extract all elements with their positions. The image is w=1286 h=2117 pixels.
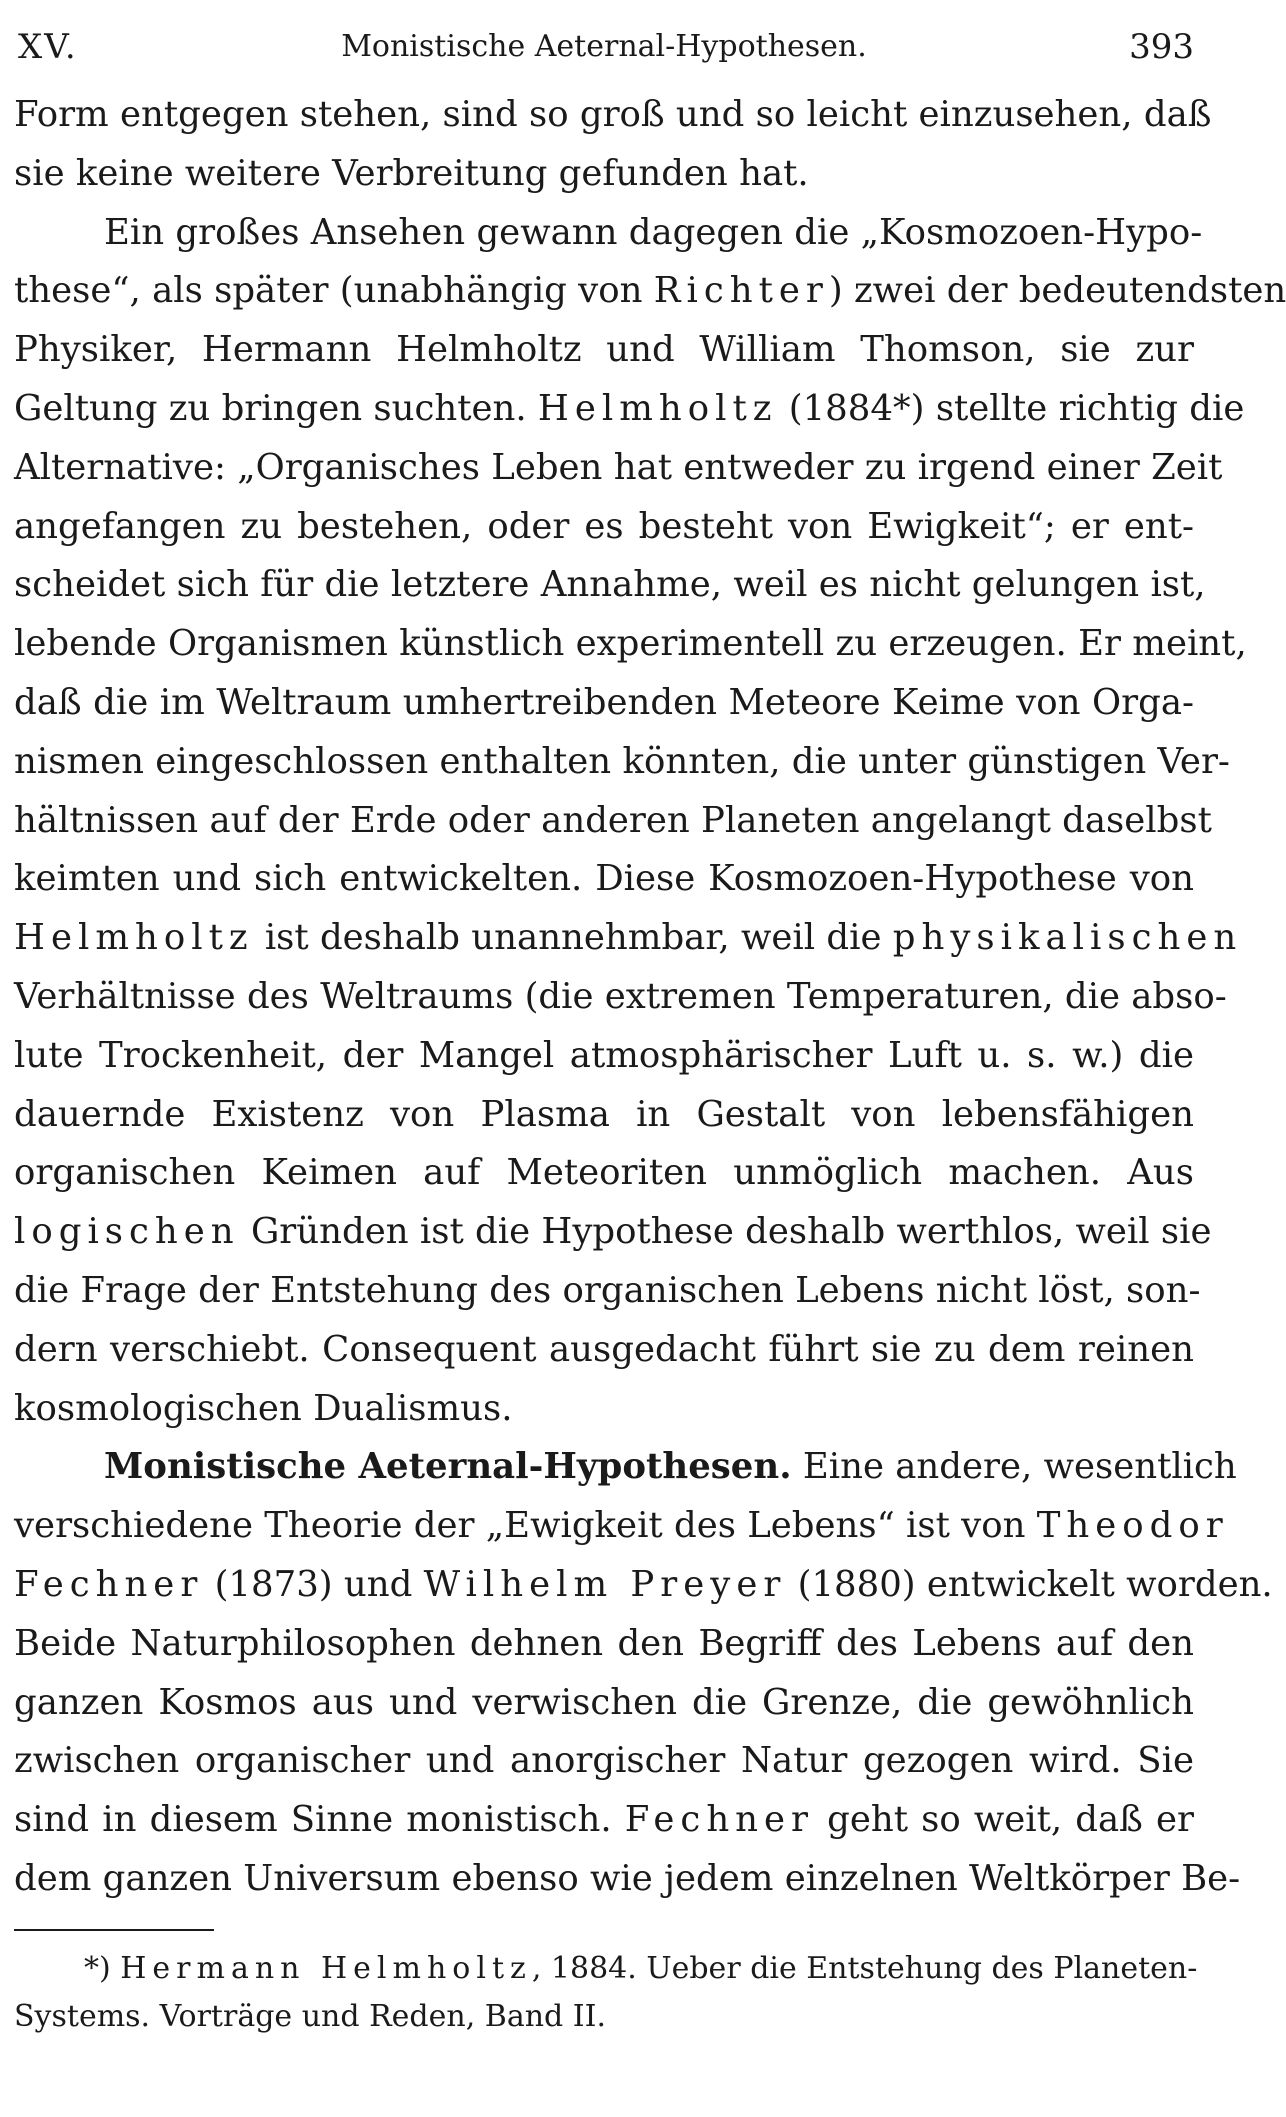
text-line: ganzen Kosmos aus und verwischen die Grenze, die gewöhnlich [14,1681,1194,1723]
text-run: ) zwei der bedeutendsten [828,270,1286,312]
paragraph-1 [14,86,1212,204]
text-line [14,1203,1212,1262]
text-run: verschiedene Theorie der „Ewigkeit des Lebens“ ist von [14,1505,1037,1547]
text-run: Eine andere, wesentlich [791,1446,1237,1488]
text-line: dem ganzen Universum ebenso wie jedem einzelnen Weltkörper Be- [14,1857,1241,1899]
paragraph-2 [14,204,1286,1439]
text-line: sie keine weitere Verbreitung gefunden hat. [14,152,809,194]
text-line: Alternative: „Organisches Leben hat entweder zu irgend einer Zeit [14,446,1223,488]
page-header [14,22,1194,72]
text-line: Form entgegen stehen, sind so groß und so leicht einzusehen, daß [14,94,1212,135]
text-run: (1873) und [203,1563,424,1605]
text-line [14,1791,1194,1850]
author-name: Fechner [14,1563,204,1605]
section-heading: Monistische Aeternal-Hypothesen. [104,1446,792,1488]
footnote-marker: *) [84,1950,121,1986]
text-line: dauernde Existenz von Plasma in Gestalt von lebensfähigen [14,1093,1194,1135]
author-name: Fechner [624,1799,815,1841]
text-line: Beide Naturphilosophen dehnen den Begriff des Lebens auf den [14,1622,1194,1664]
text-line: organischen Keimen auf Meteoriten unmöglich machen. Aus [14,1152,1194,1194]
text-line: angefangen zu bestehen, oder es besteht von Ewigkeit“; er ent- [14,505,1194,547]
text-line: hältnissen auf der Erde oder anderen Planeten angelangt daselbst [14,799,1212,841]
text-run: , 1884. Ueber die Entstehung des Planeten- [531,1950,1198,1986]
paragraph-3 [14,1438,1273,1908]
footnote [14,1945,1198,2041]
text-run: (1880) entwickelt worden. [786,1563,1273,1605]
text-line: Verhältnisse des Weltraums (die extremen Temperaturen, die abso- [14,975,1227,1017]
author-name: Richter [653,270,829,312]
text-run: geht so weit, daß er [814,1799,1194,1841]
footnote-divider [14,1929,214,1931]
text-line: zwischen organischer und anorgischer Natur gezogen wird. Sie [14,1740,1194,1782]
author-name: Helmholtz [14,917,254,959]
text-line [14,1438,1237,1497]
text-run: these“, als später (unabhängig von [14,270,654,312]
text-run: (1884*) stellte richtig die [777,387,1245,429]
footnote-line: Systems. Vorträge und Reden, Band II. [14,1998,607,2034]
author-name: Wilhelm Preyer [423,1563,787,1605]
text-line: lute Trockenheit, der Mangel atmosphärischer Luft u. s. w.) die [14,1034,1194,1076]
text-line [14,380,1245,439]
running-title: Monistische Aeternal-Hypothesen. [341,29,867,64]
text-line [14,1497,1229,1556]
text-line: die Frage der Entstehung des organischen Lebens nicht löst, son- [14,1269,1201,1311]
author-name: Helmholtz [537,387,778,429]
text-run: ist deshalb unannehmbar, weil die [253,917,893,959]
text-line: scheidet sich für die letztere Annahme, weil es nicht gelungen ist, [14,564,1206,606]
chapter-number: XV. [18,27,78,67]
text-line: Ein großes Ansehen gewann dagegen die „Kosmozoen-Hypo- [104,211,1203,253]
text-run: Geltung zu bringen suchten. [14,387,538,429]
text-line: Physiker, Hermann Helmholtz und William Thomson, sie zur [14,329,1194,371]
footnote-line [14,1945,1198,1993]
emphasis-word: physikalischen [892,917,1243,959]
text-run: sind in diesem Sinne monistisch. [14,1799,625,1841]
text-line: keimten und sich entwickelten. Diese Kosmozoen-Hypothese von [14,858,1194,900]
text-line: daß die im Weltraum umhertreibenden Meteore Keime von Orga- [14,681,1194,723]
emphasis-word: logischen [14,1211,240,1253]
text-line [14,1556,1273,1615]
text-line [14,262,1286,321]
author-name: Theodor [1036,1505,1229,1547]
page-number: 393 [1129,27,1194,67]
text-run: Gründen ist die Hypothese deshalb werthlos, weil sie [239,1211,1212,1253]
text-line: lebende Organismen künstlich experimentell zu erzeugen. Er meint, [14,623,1247,665]
text-line [14,909,1243,968]
main-text [14,86,1286,1909]
author-name: Hermann Helmholtz [120,1950,532,1986]
text-line: nismen eingeschlossen enthalten könnten, die unter günstigen Ver- [14,740,1230,782]
book-page [14,22,1286,2041]
text-line: kosmologischen Dualismus. [14,1387,513,1429]
text-line: dern verschiebt. Consequent ausgedacht führt sie zu dem reinen [14,1328,1194,1370]
